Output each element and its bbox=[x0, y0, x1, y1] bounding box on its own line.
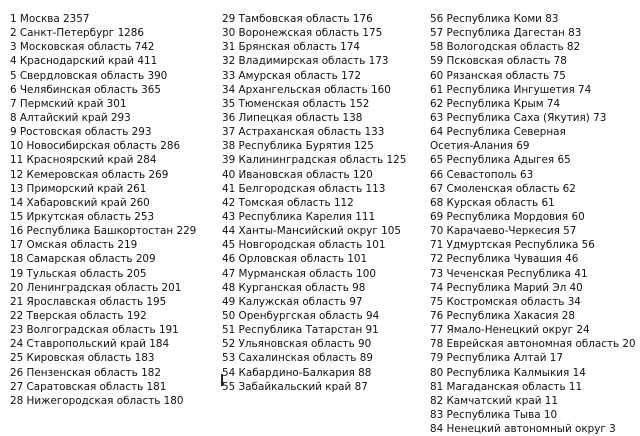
list-item: 72 Республика Чувашия 46 bbox=[430, 253, 579, 266]
list-item: 18 Самарская область 209 bbox=[10, 253, 156, 266]
list-item: 42 Томская область 112 bbox=[222, 196, 354, 209]
list-item: 7 Пермский край 301 bbox=[10, 97, 127, 110]
list-item: 5 Свердловская область 390 bbox=[10, 69, 168, 82]
list-item: 4 Краснодарский край 411 bbox=[10, 55, 158, 68]
list-item: 49 Калужская область 97 bbox=[222, 295, 363, 308]
list-item: Осетия-Алания 69 bbox=[430, 140, 530, 153]
list-item: 65 Республика Адыгея 65 bbox=[430, 154, 571, 167]
list-item: 41 Белгородская область 113 bbox=[222, 182, 386, 195]
list-item: 80 Республика Калмыкия 14 bbox=[430, 366, 586, 379]
list-item: 84 Ненецкий автономный округ 3 bbox=[430, 423, 616, 436]
list-item: 55 Забайкальский край 87 bbox=[222, 380, 368, 393]
list-item: 64 Республика Северная bbox=[430, 126, 566, 139]
list-item: 14 Хабаровский край 260 bbox=[10, 196, 150, 209]
list-item: 1 Москва 2357 bbox=[10, 13, 90, 25]
list-item: 70 Карачаево-Черкесия 57 bbox=[430, 225, 577, 238]
list-item: 53 Сахалинская область 89 bbox=[222, 352, 373, 365]
list-item: 2 Санкт-Петербург 1286 bbox=[10, 27, 145, 40]
list-item: 6 Челябинская область 365 bbox=[10, 83, 161, 96]
list-item: 36 Липецкая область 138 bbox=[222, 111, 363, 124]
list-item: 15 Иркутская область 253 bbox=[10, 210, 155, 223]
list-item: 75 Костромская область 34 bbox=[430, 295, 581, 308]
list-item: 74 Республика Марий Эл 40 bbox=[430, 281, 583, 294]
list-item: 66 Севастополь 63 bbox=[430, 168, 534, 181]
list-item: 11 Красноярский край 284 bbox=[10, 154, 157, 167]
list-item: 9 Ростовская область 293 bbox=[10, 126, 152, 139]
list-item: 29 Тамбовская область 176 bbox=[222, 13, 373, 25]
list-item: 61 Республика Ингушетия 74 bbox=[430, 83, 592, 96]
list-item: 46 Орловская область 101 bbox=[222, 253, 368, 266]
list-item: 57 Республика Дагестан 83 bbox=[430, 27, 582, 40]
list-item: 38 Республика Бурятия 125 bbox=[222, 140, 374, 153]
list-item: 10 Новосибирская область 286 bbox=[10, 140, 181, 153]
list-item: 23 Волгоградская область 191 bbox=[10, 324, 179, 337]
list-item: 28 Нижегородская область 180 bbox=[10, 394, 184, 407]
list-item: 12 Кемеровская область 269 bbox=[10, 168, 169, 181]
list-item: 13 Приморский край 261 bbox=[10, 182, 147, 195]
list-item: 69 Республика Мордовия 60 bbox=[430, 210, 585, 223]
list-item: 21 Ярославская область 195 bbox=[10, 295, 167, 308]
list-item: 39 Калининградская область 125 bbox=[222, 154, 407, 167]
list-item: 31 Брянская область 174 bbox=[222, 41, 361, 54]
list-item: 60 Рязанская область 75 bbox=[430, 69, 566, 82]
list-item: 3 Московская область 742 bbox=[10, 41, 155, 54]
text-cursor bbox=[221, 374, 223, 386]
list-item: 81 Магаданская область 11 bbox=[430, 380, 583, 393]
list-item: 63 Республика Саха (Якутия) 73 bbox=[430, 111, 607, 124]
list-item: 32 Владимирская область 173 bbox=[222, 55, 389, 68]
list-item: 82 Камчатский край 11 bbox=[430, 394, 558, 407]
list-item: 30 Воронежская область 175 bbox=[222, 27, 383, 40]
list-item: 50 Оренбургская область 94 bbox=[222, 309, 380, 322]
list-item: 83 Республика Тыва 10 bbox=[430, 408, 558, 421]
list-item: 67 Смоленская область 62 bbox=[430, 182, 576, 195]
list-item: 79 Республика Алтай 17 bbox=[430, 352, 564, 365]
list-item: 8 Алтайский край 293 bbox=[10, 111, 131, 124]
list-item: 35 Тюменская область 152 bbox=[222, 97, 370, 110]
list-item: 45 Новгородская область 101 bbox=[222, 239, 386, 252]
list-item: 73 Чеченская Республика 41 bbox=[430, 267, 588, 280]
list-item: 58 Вологодская область 82 bbox=[430, 41, 581, 54]
list-item: 47 Мурманская область 100 bbox=[222, 267, 376, 280]
list-item: 43 Республика Карелия 111 bbox=[222, 210, 376, 223]
list-item: 59 Псковская область 78 bbox=[430, 55, 567, 68]
list-item: 48 Курганская область 98 bbox=[222, 281, 366, 294]
list-item: 68 Курская область 61 bbox=[430, 196, 555, 209]
list-item: 40 Ивановская область 120 bbox=[222, 168, 373, 181]
region-list-column-2 bbox=[222, 12, 406, 394]
list-item: 25 Кировская область 183 bbox=[10, 352, 155, 365]
list-item: 22 Тверская область 192 bbox=[10, 309, 147, 322]
list-item: 24 Ставропольский край 184 bbox=[10, 338, 170, 351]
list-item: 44 Ханты-Мансийский округ 105 bbox=[222, 225, 401, 238]
list-item: 56 Республика Коми 83 bbox=[430, 13, 559, 25]
list-item: 77 Ямало-Ненецкий округ 24 bbox=[430, 324, 590, 337]
list-item: 52 Ульяновская область 90 bbox=[222, 338, 372, 351]
list-item: 78 Еврейская автономная область 20 bbox=[430, 338, 636, 351]
list-item: 17 Омская область 219 bbox=[10, 239, 138, 252]
list-item: 19 Тульская область 205 bbox=[10, 267, 147, 280]
list-item: 62 Республика Крым 74 bbox=[430, 97, 561, 110]
list-item: 27 Саратовская область 181 bbox=[10, 380, 167, 393]
region-list-column-1 bbox=[10, 12, 196, 408]
region-list-column-3 bbox=[430, 12, 636, 436]
list-item: 33 Амурская область 172 bbox=[222, 69, 361, 82]
list-item: 51 Республика Татарстан 91 bbox=[222, 324, 379, 337]
list-item: 71 Удмуртская Республика 56 bbox=[430, 239, 595, 252]
list-item: 20 Ленинградская область 201 bbox=[10, 281, 182, 294]
list-item: 76 Республика Хакасия 28 bbox=[430, 309, 575, 322]
list-item: 37 Астраханская область 133 bbox=[222, 126, 385, 139]
list-item: 26 Пензенская область 182 bbox=[10, 366, 161, 379]
list-item: 54 Кабардино-Балкария 88 bbox=[222, 366, 372, 379]
list-item: 34 Архангельская область 160 bbox=[222, 83, 391, 96]
list-item: 16 Республика Башкортостан 229 bbox=[10, 225, 197, 238]
